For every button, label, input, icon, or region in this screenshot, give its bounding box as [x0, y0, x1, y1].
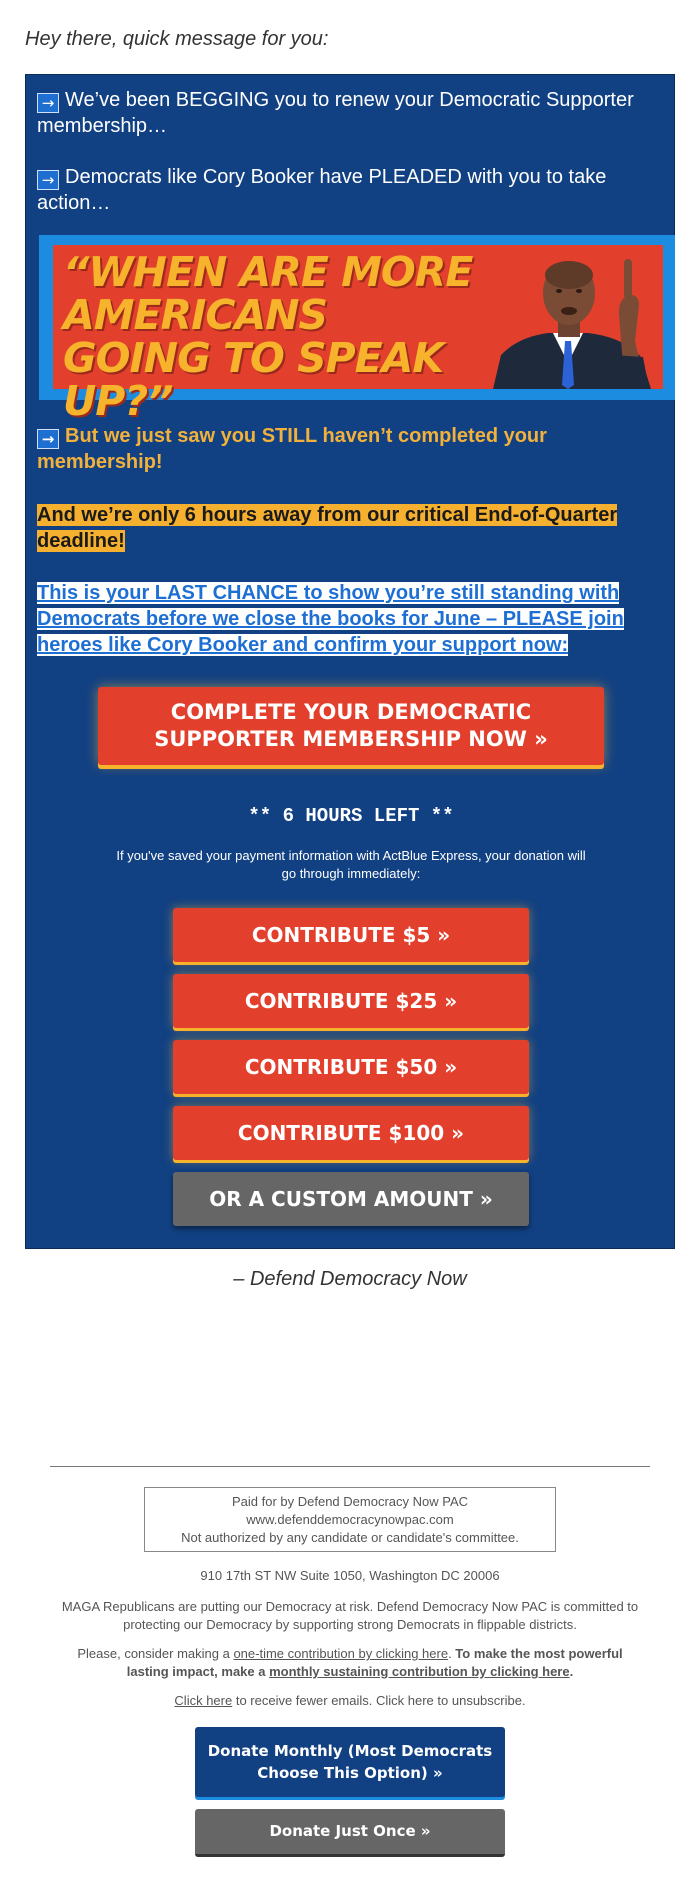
paragraph-begging — [37, 87, 665, 139]
footer-email-preferences — [60, 1692, 640, 1710]
monthly-callout-suffix: . — [569, 1664, 574, 1679]
contribute-50-button[interactable]: CONTRIBUTE $50 » — [173, 1040, 529, 1094]
paragraph-deadline — [37, 502, 665, 554]
custom-amount-button[interactable]: OR A CUSTOM AMOUNT » — [173, 1172, 529, 1226]
fewer-emails-link[interactable]: Click here — [174, 1693, 233, 1708]
paragraph-last-chance — [37, 580, 665, 658]
last-chance-link[interactable]: This is your LAST CHANCE to show you’re still standing with Democrats before we close the books for June – PLEASE join heroes like Cory Booker and confirm your support now: — [37, 582, 624, 656]
donate-once-button[interactable]: Donate Just Once » — [195, 1809, 505, 1857]
speaker-figure-illustration — [473, 245, 663, 389]
website-line: www.defenddemocracynowpac.com — [246, 1512, 454, 1527]
footer-address: 910 17th ST NW Suite 1050, Washington DC 20006 — [200, 1568, 500, 1583]
banner-quote: “WHEN ARE MORE AMERICANS GOING TO SPEAK UP?” — [63, 248, 473, 425]
quote-banner[interactable] — [39, 235, 675, 425]
paragraph-begging-text: We’ve been BEGGING you to renew your Democratic Supporter membership… — [37, 89, 634, 137]
actblue-express-note: If you've saved your payment information with ActBlue Express, your donation will go through immediately: — [116, 848, 586, 881]
deadline-highlight: And we’re only 6 hours away from our critical End-of-Quarter deadline! — [37, 504, 618, 552]
paragraph-still-not-completed — [37, 423, 665, 475]
message-panel — [25, 74, 675, 1249]
greeting: Hey there, quick message for you: — [25, 28, 329, 50]
donate-monthly-button[interactable]: Donate Monthly (Most Democrats Choose This Option) » — [195, 1727, 505, 1797]
fewer-emails-text: to receive fewer emails. Click here to unsubscribe. — [232, 1693, 526, 1708]
not-authorized-line: Not authorized by any candidate or candidate's committee. — [181, 1530, 519, 1545]
footer-contribution-options — [60, 1645, 640, 1681]
paragraph-pleaded — [37, 164, 665, 216]
footer-divider — [50, 1466, 650, 1467]
monthly-contribution-link[interactable]: monthly sustaining contribution by clicking here — [269, 1664, 570, 1679]
paragraph-pleaded-text: Democrats like Cory Booker have PLEADED with you to take action… — [37, 166, 607, 214]
signoff: – Defend Democracy Now — [233, 1268, 467, 1290]
please-mid: . — [448, 1646, 456, 1661]
paid-for-disclaimer — [144, 1487, 556, 1552]
hours-left-notice: ** 6 HOURS LEFT ** — [248, 805, 454, 827]
banner-red-panel — [53, 245, 663, 425]
complete-membership-button[interactable]: COMPLETE YOUR DEMOCRATIC SUPPORTER MEMBERSHIP NOW » — [98, 687, 604, 765]
contribute-100-button[interactable]: CONTRIBUTE $100 » — [173, 1106, 529, 1160]
contribute-25-button[interactable]: CONTRIBUTE $25 » — [173, 974, 529, 1028]
right-arrow-icon: → — [37, 429, 59, 449]
one-time-contribution-link[interactable]: one-time contribution by clicking here — [233, 1646, 449, 1661]
paragraph-still-text: But we just saw you STILL haven’t completed your membership! — [37, 425, 547, 473]
contribute-5-button[interactable]: CONTRIBUTE $5 » — [173, 908, 529, 962]
monthly-callout-prefix: To make the most powerful lasting impact, make a — [126, 1646, 623, 1679]
footer-mission: MAGA Republicans are putting our Democracy at risk. Defend Democracy Now PAC is committed to protecting our Democracy by supporting strong Democrats in flippable districts. — [61, 1599, 639, 1632]
right-arrow-icon: → — [37, 170, 59, 190]
please-prefix: Please, consider making a — [77, 1646, 234, 1661]
paid-for-line: Paid for by Defend Democracy Now PAC — [231, 1494, 469, 1509]
right-arrow-icon: → — [37, 93, 59, 113]
